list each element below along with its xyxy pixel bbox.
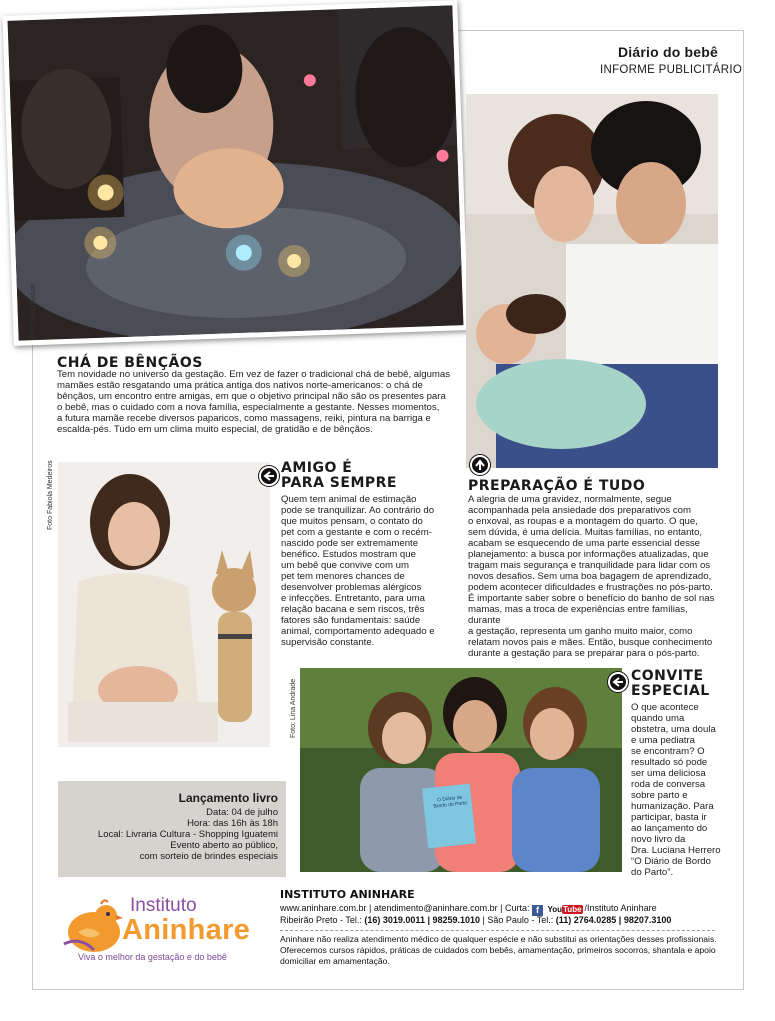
candles-illustration <box>8 5 464 340</box>
social-handle: /Instituto Aninhare <box>584 903 657 913</box>
family-photo <box>466 94 718 468</box>
photo-credit: Foto: Lina Andrade <box>290 678 297 738</box>
email-link[interactable]: atendimento@aninhare.com.br <box>373 903 498 913</box>
convite-heading: CONVITE ESPECIAL <box>631 668 710 699</box>
amigo-text: Quem tem animal de estimação pode se tranquilizar. Ao contrário do que muitos pensam, o contato do pet com a gestante e com o recém- nascido pode ser extremamente benéfico. Estudos mostram que um bebê que convive com um pet tem menores chances de desenvolver problemas alérgicos e infecções. Entretanto, para uma relação bacana e sem riscos, três fatores são fundamentais: saúde animal, comportamento adequado e supervisão constante. <box>281 494 435 648</box>
logo-tagline: Viva o melhor da gestação e do bebê <box>78 952 227 962</box>
section-subtitle: INFORME PUBLICITÁRIO <box>600 64 743 76</box>
cha-heading: CHÁ DE BÊNÇÃOS <box>57 355 203 371</box>
logo-line-1: Instituto <box>130 895 197 916</box>
amigo-heading: AMIGO É PARA SEMPRE <box>281 460 397 491</box>
candles-photo <box>2 0 468 346</box>
footer-phones: Ribeirão Preto - Tel.: (16) 3019.0011 | 98259.1010 | São Paulo - Tel.: (11) 2764.0285 | 98207.3100 <box>280 915 672 925</box>
photo-credit: Foto: Sami Gebob <box>30 283 37 340</box>
pregnant-dog-illustration <box>58 462 270 747</box>
footer-disclaimer: Aninhare não realiza atendimento médico de qualquer espécie e não substitui as orientações desses profissionais. Oferecemos cursos rápidos, práticas de cuidados com bebês, amamentação, primeiros socorros, shantala e apoio domiciliar em amamentação. <box>280 934 717 966</box>
photo-credit: Foto Fabiola Medeiros <box>47 460 54 530</box>
footer-divider <box>280 930 715 931</box>
arrow-left-icon <box>608 672 628 692</box>
curta-label: Curta: <box>504 903 530 913</box>
footer-contacts: www.aninhare.com.br | atendimento@aninhare.com.br | Curta: f YouTube /Instituto Aninhare <box>280 903 657 915</box>
arrow-left-icon <box>259 466 279 486</box>
book-cover-text: O Diário de Bordo do Parto <box>433 794 468 810</box>
launch-event-2: com sorteio de brindes especiais <box>139 851 278 862</box>
launch-box <box>58 781 286 877</box>
facebook-icon[interactable]: f <box>532 905 543 916</box>
preparacao-heading: PREPARAÇÃO É TUDO <box>468 478 646 494</box>
pregnant-dog-photo <box>58 462 270 747</box>
logo-line-2: Aninhare <box>122 914 251 946</box>
authors-illustration <box>300 668 622 872</box>
section-title: Diário do bebê <box>618 44 719 60</box>
launch-date: Data: 04 de julho <box>206 807 278 818</box>
youtube-icon[interactable]: YouTube <box>547 905 582 914</box>
convite-text: O que acontece quando uma obstetra, uma doula e uma pediatra se encontram? O resultado só pode ser uma deliciosa roda de conversa sobre parto e humanização. Para participar, basta ir ao lançamento do novo livro da Dra. Luciana Herrero “O Diário de Bordo do Parto”. <box>631 702 721 878</box>
footer-org: INSTITUTO ANINHARE <box>280 888 415 901</box>
authors-photo <box>300 668 622 872</box>
website-link[interactable]: www.aninhare.com.br <box>280 903 367 913</box>
arrow-up-icon <box>470 455 490 475</box>
launch-event-1: Evento aberto ao público, <box>170 840 278 851</box>
launch-place: Local: Livraria Cultura - Shopping Iguatemi <box>97 829 278 840</box>
bird-logo-icon <box>60 898 124 954</box>
cha-text: Tem novidade no universo da gestação. Em vez de fazer o tradicional chá de bebê, algumas mamães estão resgatando uma prática antiga dos nativos norte-americanos: o chá de bênçãos, um encontro entre amigas, em que o objetivo principal não são os presentes para o bebê, mas o cuidado com a nova família, especialmente a gestante. Nesses momentos, a futura mamãe recebe diversos paparicos, como massagens, reiki, pintura na barriga e escalda-pés. Tudo em um clima muito especial, de gratidão e de bênçãos. <box>57 369 451 435</box>
launch-title: Lançamento livro <box>178 791 278 805</box>
family-illustration <box>466 94 718 468</box>
launch-time: Hora: das 16h às 18h <box>187 818 278 829</box>
preparacao-text: A alegria de uma gravidez, normalmente, segue acompanhada pela ansiedade dos preparativos com o enxoval, as roupas e a montagem do quarto. O que, sem dúvida, é uma delícia. Muitas famílias, no entanto, acabam se esquecendo de uma parte essencial desse planejamento: a busca por informações atualizadas, que tragam mais segurança e tranquilidade para lidar com os novos desafios. Sem uma boa bagagem de aprendizado, podem acontecer dificuldades e frustrações no pós-parto. É importante saber sobre o benefício do banho de sol nas mamas, mas a troca de experiências entre famílias, durante a gestação, representa um ganho muito maior, como relatam novos pais e mães. Então, busque conhecimento durante a gestação para se preparar para o pós-parto. <box>468 494 715 659</box>
